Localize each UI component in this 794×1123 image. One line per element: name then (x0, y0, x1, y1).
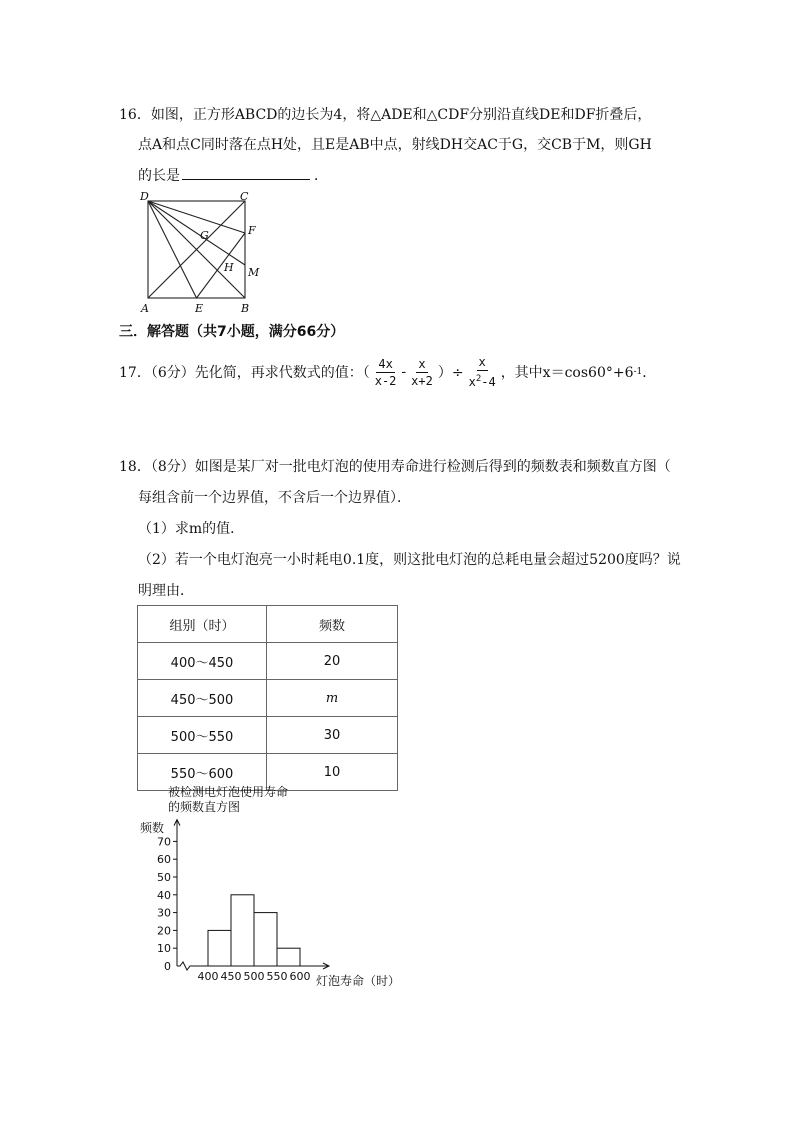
frequency-table (137, 605, 398, 791)
divide-sign: ）÷ (437, 365, 464, 381)
table-cell: 10 (267, 754, 398, 791)
x-tick-label: 450 (220, 970, 242, 983)
x-tick-label: 400 (197, 970, 219, 983)
label-c: C (240, 190, 249, 203)
fraction-3-num: x (478, 355, 486, 369)
q17 (119, 352, 656, 392)
label-d: D (140, 190, 149, 203)
table-cell: 20 (267, 643, 398, 680)
label-e: E (195, 302, 204, 315)
fraction-3-den-base: x (468, 375, 476, 389)
line-dm (148, 201, 245, 265)
label-h: H (224, 261, 234, 274)
histogram-bar (277, 948, 300, 966)
label-m: M (248, 266, 260, 279)
table-row (138, 680, 398, 717)
q16-line-3-text: 的长是 (138, 168, 180, 184)
fraction-1 (373, 356, 399, 389)
fraction-3-den (467, 371, 498, 390)
y-tick-label: 40 (157, 888, 171, 902)
table-cell: 400～450 (138, 643, 267, 680)
fraction-2-num: x (418, 356, 426, 371)
q18-line-1: 18．（8分）如图是某厂对一批电灯泡的使用寿命进行检测后得到的频数表和频数直方图（ (119, 459, 671, 475)
table-cell: 550～600 (138, 754, 267, 791)
q16-line-3 (138, 165, 328, 185)
q17-exponent: -1 (633, 367, 643, 377)
fraction-1-num: 4x (378, 356, 393, 371)
fraction-3-den-rest: -4 (481, 375, 496, 389)
table-row (138, 717, 398, 754)
q17-suffix: ，其中x＝cos60°+6 (500, 365, 634, 381)
y-tick-label: 20 (157, 924, 171, 938)
histogram-bars (208, 895, 300, 966)
q18-part-2: （2）若一个电灯泡亮一小时耗电0.1度，则这批电灯泡的总耗电量会超过5200度吗？说 (138, 552, 681, 568)
q16-line-3-end: ． (314, 168, 328, 184)
histogram-bar (208, 930, 231, 966)
table-header: 组别（时） (138, 606, 267, 643)
table-cell: 500～550 (138, 717, 267, 754)
table-header: 频数 (267, 606, 398, 643)
y-axis-label: 频数 (140, 821, 165, 835)
x-tick-label: 500 (243, 970, 265, 983)
table-cell: 450～500 (138, 680, 267, 717)
table-cell: m (267, 680, 398, 717)
minus-sign: - (401, 364, 407, 380)
line-df (148, 201, 245, 233)
label-f: F (248, 224, 256, 237)
table-row (138, 643, 398, 680)
answer-blank[interactable] (182, 165, 310, 180)
x-tick-label: 600 (289, 970, 311, 983)
chart-title (168, 785, 288, 815)
q18-line-2: 每组含前一个边界值，不含后一个边界值）． (138, 490, 411, 506)
x-tick-label: 550 (266, 970, 288, 983)
histogram-chart (130, 815, 430, 1005)
fraction-2-den: x+2 (411, 373, 433, 388)
y-tick-label: 60 (157, 853, 171, 867)
q16-line-2: 点A和点C同时落在点H处，且E是AB中点，射线DH交AC于G，交CB于M，则GH (138, 137, 652, 153)
section-heading: 三．解答题（共7小题，满分66分） (119, 324, 345, 340)
fraction-2 (409, 356, 435, 389)
chart-title-line-1: 被检测电灯泡使用寿命 (168, 785, 289, 799)
q16-line-1: 16．如图，正方形ABCD的边长为4，将△ADE和△CDF分别沿直线DE和DF折叠后， (119, 107, 652, 123)
q18-part-2-cont: 明理由． (138, 583, 194, 599)
chart-title-line-2: 的频数直方图 (168, 800, 241, 814)
table-header-row (138, 606, 398, 643)
label-b: B (241, 302, 250, 315)
y-tick-label: 50 (157, 871, 171, 884)
fraction-3-den-exp: 2 (475, 374, 482, 384)
fraction-1-den: x-2 (374, 373, 397, 388)
table-cell: 30 (267, 717, 398, 754)
square-fold-figure (138, 188, 268, 316)
y-tick-label: 70 (157, 835, 171, 849)
line-de (148, 201, 197, 298)
histogram-bar (254, 913, 277, 966)
q18-part-1: （1）求m的值． (138, 521, 245, 537)
label-a: A (141, 302, 149, 315)
y-tick-label: 0 (164, 960, 171, 973)
q17-end: ． (642, 365, 657, 381)
histogram-bar (231, 895, 254, 966)
x-axis-label: 灯泡寿命（时） (316, 974, 401, 988)
fraction-3 (467, 354, 498, 390)
y-tick-label: 30 (157, 906, 171, 920)
q17-prefix: 17．（6分）先化简，再求代数式的值：（ (119, 365, 370, 381)
label-g: G (200, 229, 209, 242)
y-tick-label: 10 (157, 942, 171, 956)
